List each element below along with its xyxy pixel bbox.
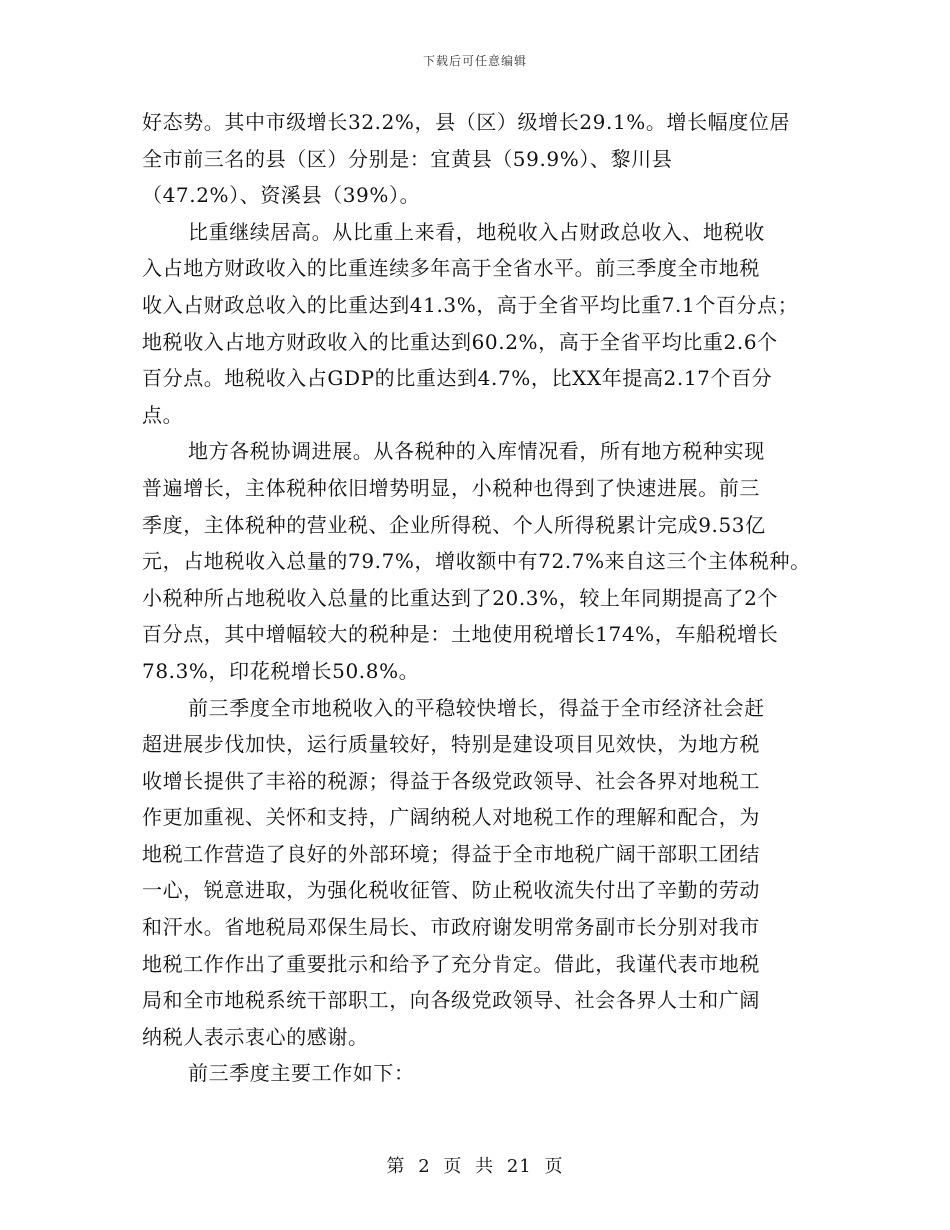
- paragraph-start-line: 地方各税协调进展。从各税种的入库情况看，所有地方税种实现: [188, 439, 765, 464]
- text-line: 78.3%，印花税增长50.8%。: [142, 658, 420, 683]
- text-line: 小税种所占地税收入总量的比重达到了20.3%，较上年同期提高了2个: [142, 585, 779, 610]
- page-number-footer: 第 2 页 共 21 页: [386, 1156, 564, 1177]
- text-line: 季度，主体税种的营业税、企业所得税、个人所得税累计完成9.53亿: [142, 512, 766, 537]
- text-line: 百分点。地税收入占GDP的比重达到4.7%，比XX年提高2.17个百分: [142, 366, 773, 391]
- text-line: （47.2%）、资溪县（39%）。: [142, 183, 421, 208]
- text-line: 和汗水。省地税局邓保生局长、市政府谢发明常务副市长分别对我市: [142, 915, 760, 940]
- text-line: 作更加重视、关怀和支持，广阔纳税人对地税工作的理解和配合，为: [142, 805, 760, 830]
- paragraph-start-line: 前三季度全市地税收入的平稳较快增长，得益于全市经济社会赶: [188, 695, 765, 720]
- text-line: 一心，锐意进取，为强化税收征管、防止税收流失付出了辛勤的劳动: [142, 878, 760, 903]
- text-line: 收增长提供了丰裕的税源；得益于各级党政领导、社会各界对地税工: [142, 768, 760, 793]
- text-line: 普遍增长，主体税种依旧增势明显，小税种也得到了快速进展。前三: [142, 475, 760, 500]
- paragraph-start-line: 前三季度主要工作如下：: [188, 1061, 415, 1086]
- text-line: 纳税人表示衷心的感谢。: [142, 1024, 369, 1049]
- text-line: 入占地方财政收入的比重连续多年高于全省水平。前三季度全市地税: [142, 256, 760, 281]
- text-line: 点。: [142, 402, 184, 427]
- text-line: 超进展步伐加快，运行质量较好，特别是建设项目见效快，为地方税: [142, 732, 760, 757]
- text-line: 局和全市地税系统干部职工，向各级党政领导、社会各界人士和广阔: [142, 988, 760, 1013]
- document-body: [142, 104, 810, 1092]
- text-line: 地税收入占地方财政收入的比重达到60.2%，高于全省平均比重2.6个: [142, 329, 778, 354]
- page-header-note: 下载后可任意编辑: [422, 54, 527, 68]
- paragraph-start-line: 比重继续居高。从比重上来看，地税收入占财政总收入、地税收: [188, 219, 765, 244]
- text-line: 地税工作营造了良好的外部环境；得益于全市地税广阔干部职工团结: [142, 841, 760, 866]
- text-line: 好态势。其中市级增长32.2%，县（区）级增长29.1%。增长幅度位居: [142, 110, 791, 134]
- text-line: 全市前三名的县（区）分别是：宜黄县（59.9%）、黎川县: [142, 146, 673, 171]
- text-line: 元，占地税收入总量的79.7%，增收额中有72.7%来自这三个主体税种。: [142, 549, 811, 574]
- text-line: 百分点，其中增幅较大的税种是：土地使用税增长174%，车船税增长: [142, 622, 779, 647]
- text-line: 收入占财政总收入的比重达到41.3%，高于全省平均比重7.1个百分点；: [142, 292, 799, 317]
- text-line: 地税工作作出了重要批示和给予了充分肯定。借此，我谨代表市地税: [142, 951, 760, 976]
